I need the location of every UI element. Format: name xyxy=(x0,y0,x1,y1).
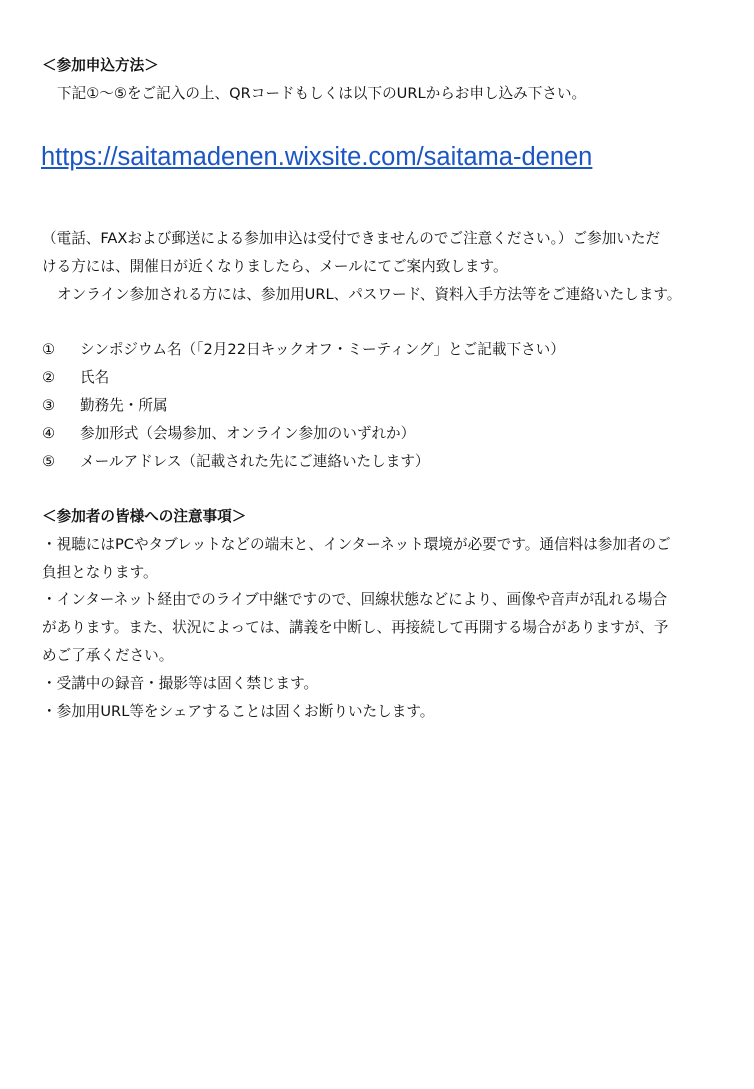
item-number: ② xyxy=(42,369,56,386)
caution-line: ・視聴にはPCやタブレットなどの端末と、インターネット環境が必要です。通信料は参加者のご xyxy=(42,536,671,553)
notice-line: （電話、FAXおよび郵送による参加申込は受付できませんのでご注意ください。）ご参加いただ xyxy=(42,230,661,247)
item-number: ⑤ xyxy=(42,453,56,470)
notice-line: オンライン参加される方には、参加用URL、パスワード、資料入手方法等をご連絡いたします。 xyxy=(57,286,682,303)
item-text: 参加形式（会場参加、オンライン参加のいずれか） xyxy=(80,425,416,442)
caution-line: 負担となります。 xyxy=(42,564,158,581)
item-text: 勤務先・所属 xyxy=(80,397,168,414)
item-number: ④ xyxy=(42,425,56,442)
caution-line: ・受講中の録音・撮影等は固く禁じます。 xyxy=(42,675,319,692)
item-text: シンポジウム名（「2月22日キックオフ・ミーティング」とご記載下さい） xyxy=(80,341,565,358)
item-text: メールアドレス（記載された先にご連絡いたします） xyxy=(80,453,430,470)
notice-line: ける方には、開催日が近くなりましたら、メールにてご案内致します。 xyxy=(42,258,508,275)
item-number: ③ xyxy=(42,397,56,414)
apply-heading: ＜参加申込方法＞ xyxy=(42,57,159,74)
item-number: ① xyxy=(42,341,56,358)
registration-url-link[interactable]: https://saitamadenen.wixsite.com/saitama-denen xyxy=(41,143,593,171)
caution-line: があります。また、状況によっては、講義を中断し、再接続して再開する場合がありますが、予 xyxy=(42,619,669,636)
item-text: 氏名 xyxy=(80,369,110,386)
caution-line: ・参加用URL等をシェアすることは固くお断りいたします。 xyxy=(42,703,435,720)
caution-line: ・インターネット経由でのライブ中継ですので、回線状態などにより、画像や音声が乱れる場合 xyxy=(42,591,668,608)
apply-instruction: 下記①～⑤をご記入の上、QRコードもしくは以下のURLからお申し込み下さい。 xyxy=(57,85,587,102)
caution-line: めご了承ください。 xyxy=(42,647,174,664)
caution-heading: ＜参加者の皆様への注意事項＞ xyxy=(42,508,247,525)
